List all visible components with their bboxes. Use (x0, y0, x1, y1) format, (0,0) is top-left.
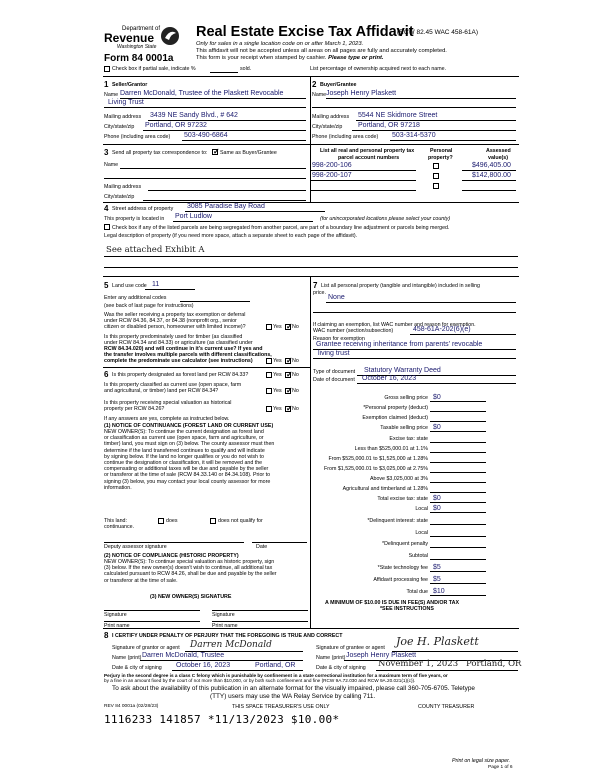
divider (103, 144, 519, 145)
timber-question: RCW 84.34.020) and will continue in it's current use? If yes and (104, 346, 263, 352)
underline (104, 256, 518, 257)
if-any-note: If any answers are yes, complete as instructed below. (104, 416, 230, 422)
deputy-signature-field[interactable] (104, 542, 244, 543)
parcel-value[interactable]: $496,405.00 (472, 162, 511, 169)
tax-row-field[interactable] (430, 524, 486, 525)
tax-row-field[interactable] (430, 421, 486, 422)
forest-yes-checkbox[interactable] (266, 372, 272, 378)
yes-label: Yes (273, 372, 282, 378)
notice1-line: by signing below. If the land no longer qualifies or you do not wish to (104, 453, 264, 460)
tax-row-label: Excise tax: state (389, 436, 428, 442)
form-number: Form 84 0001a (104, 53, 174, 64)
located-in[interactable]: Port Ludlow (175, 213, 212, 220)
instruction-1: Only for sales in a single location code on or after March 1, 2023. (196, 41, 364, 47)
parcel-col2-line1: Personal (430, 148, 453, 154)
section4-number: 4 (104, 204, 109, 213)
notice1-line: continue the designation or classification, it will be removed and the (104, 460, 263, 466)
notice2-line: or transferor at the time of sale. (104, 577, 178, 584)
reason-label: Reason for exemption (313, 336, 365, 342)
underline (104, 178, 306, 179)
notice1-line: or classification as current use (open space, farm and agriculture, or (104, 435, 264, 442)
grantor-city[interactable]: Portland, OR (255, 662, 296, 669)
list-pct-label: List percentage of ownership acquired next to each name. (310, 66, 447, 72)
timber-question: Is this property predominately used for timber (as classified (104, 334, 243, 340)
underline (140, 660, 303, 661)
divider (103, 628, 519, 629)
tax-row-label: Total excise tax: state (377, 496, 428, 502)
underline (182, 140, 306, 141)
print-name-label: Print name (212, 623, 238, 629)
grantee-city[interactable]: Portland, OR (466, 659, 522, 669)
sold-label: sold. (240, 66, 252, 72)
section2-title: Buyer/Grantee (320, 82, 357, 88)
underline (462, 180, 516, 181)
does-qualify-checkbox[interactable] (158, 518, 164, 524)
tax-row-label: Total due (406, 589, 428, 595)
notice1-line: or transferor at the time of sale (RCW 84.33.140 or 84.34.108). Prior to (104, 472, 271, 479)
unincorporated-note: (for unincorporated locations please select your county) (320, 216, 451, 222)
doc-date[interactable]: October 16, 2023 (362, 375, 417, 382)
s3-mailing-label: Mailing address (104, 184, 142, 190)
owner-signature-field[interactable] (212, 610, 308, 611)
divider (103, 367, 310, 368)
tax-row-field[interactable] (430, 442, 486, 443)
notice1-line: timber) land, you must sign on (3) below. The county assessor must then (104, 441, 275, 448)
continuance-label: continuance. (104, 524, 135, 530)
tax-row-field[interactable] (430, 452, 486, 453)
doc-date-label: Date of document (313, 377, 355, 383)
exemption-no-checkbox[interactable] (285, 324, 291, 330)
accessibility-note: To ask about the availability of this publication in an alternate format for the visually impaired, please call 360-705-6705. Teletype (112, 685, 475, 692)
tax-row-value[interactable]: $5 (433, 563, 441, 571)
parcel-value-empty[interactable] (462, 190, 516, 191)
wac-number[interactable]: 458-61A-202(6)(e) (413, 326, 471, 333)
deputy-date-field[interactable] (252, 542, 307, 543)
historic-yes-checkbox[interactable] (266, 406, 272, 412)
grantor-signature[interactable]: Darren McDonald (190, 640, 272, 650)
seller-name-line1[interactable]: Darren McDonald, Trustee of the Plaskett Revocable (120, 90, 284, 97)
parcel-account[interactable]: 998-200-107 (312, 172, 352, 179)
current-use-yes-checkbox[interactable] (266, 388, 272, 394)
notice1-line: NEW OWNER(S): To continue the current designation as forest land (104, 429, 264, 435)
tax-row-value[interactable]: $0 (433, 393, 441, 401)
doc-type[interactable]: Statutory Warranty Deed (364, 367, 441, 374)
print-name-label: Print name (104, 623, 130, 629)
parcel-account-empty[interactable] (310, 190, 416, 191)
tax-row-field[interactable] (430, 482, 486, 483)
deputy-label: Deputy assessor signature (104, 544, 167, 550)
underline (104, 107, 306, 108)
yes-label: Yes (273, 324, 282, 330)
see-instructions: *SEE INSTRUCTIONS (380, 606, 434, 612)
tax-row-value[interactable]: $0 (433, 423, 441, 431)
underline (143, 130, 306, 131)
parcel-value[interactable]: $142,800.00 (472, 172, 511, 179)
no-label: No (292, 324, 299, 330)
buyer-city-label: City/state/zip (312, 124, 343, 130)
tax-row-label: *Personal property (deduct) (363, 405, 428, 411)
current-use-question: and agricultural, or timber) land per RCW 84.34? (104, 388, 219, 394)
underline (376, 670, 518, 671)
street-address[interactable]: 3085 Paradise Bay Road (187, 203, 265, 210)
divider (103, 276, 519, 277)
grantee-name[interactable]: Joseph Henry Plaskett (346, 652, 417, 659)
buyer-phone[interactable]: 503-314-5370 (392, 132, 436, 139)
underline (356, 120, 516, 121)
notice2-line: (3) below. If the new owner(s) doesn't wish to continue, all additional tax (104, 565, 273, 572)
tax-row-label: Affidavit processing fee (373, 577, 428, 583)
s3-city-label: City/state/zip (104, 194, 135, 200)
does-not-qualify-checkbox[interactable] (210, 518, 216, 524)
grantee-signature[interactable]: Joe H. Plaskett (396, 635, 479, 648)
grantor-name[interactable]: Darren McDonald, Trustee (142, 652, 225, 659)
underline (326, 98, 516, 99)
partial-pct-field[interactable] (210, 72, 238, 73)
wac-label: WAC number (section/subsection) (313, 328, 394, 334)
section5-number: 5 (104, 281, 109, 290)
instruction-2: This affidavit will not be accepted unless all areas on all pages are fully and accurately completed. (196, 48, 447, 54)
street-label: Street address of property (112, 206, 174, 212)
personal-property-value[interactable]: None (328, 294, 345, 301)
doc-type-label: Type of document (313, 369, 356, 375)
yes-label: Yes (273, 358, 282, 364)
signature-label: Signature (104, 612, 127, 618)
parcel-col1-line1: List all real and personal property tax (320, 148, 415, 154)
parcel-col2-line2: property? (428, 155, 453, 161)
underline (310, 180, 416, 181)
land-use-label: Land use code (112, 283, 147, 289)
notice1-title: (1) NOTICE OF CONTINUANCE (FOREST LAND OR CURRENT USE) (104, 423, 274, 429)
new-owner-sig-title: (3) NEW OWNER(S) SIGNATURE (150, 594, 232, 600)
located-label: This property is located in (104, 216, 165, 222)
underline (352, 130, 516, 131)
underline (185, 211, 325, 212)
page-number: Page 1 of 6 (488, 765, 513, 770)
divider (103, 76, 519, 77)
underline (104, 267, 518, 268)
divider (103, 202, 519, 203)
certify-statement: I CERTIFY UNDER PENALTY OF PERJURY THAT THE FOREGOING IS TRUE AND CORRECT (112, 633, 343, 639)
section6-number: 6 (104, 370, 109, 379)
tax-row-label: Subtotal (408, 553, 428, 559)
parcel-col1-line2: parcel account numbers (338, 155, 400, 161)
seller-city-label: City/state/zip (104, 124, 135, 130)
tax-row-field[interactable] (430, 536, 486, 537)
legal-label: Legal description of property (if you need more space, attach a separate sheet to each page of the affidavit). (104, 233, 358, 239)
does-not-label: does not qualify for (218, 518, 263, 524)
county-treasurer-label: COUNTY TREASURER (418, 704, 475, 710)
buyer-city[interactable]: Portland, OR 97218 (358, 122, 420, 129)
historic-question: Is this property receiving special valuation as historical (104, 400, 232, 406)
form-title: Real Estate Excise Tax Affidavit (196, 24, 414, 40)
buyer-mailing[interactable]: 5544 NE Skidmore Street (358, 112, 438, 119)
timber-question: the transfer involves multiple parcels with different classifications, (104, 352, 272, 358)
revision-number: REV 84 0001a (02/28/23) (104, 704, 159, 709)
s3-mailing-field[interactable] (148, 190, 306, 191)
dept-line2: Revenue (104, 31, 155, 45)
grantee-date-label: Date & city of signing (316, 665, 366, 671)
buyer-phone-label: Phone (including area code) (312, 134, 379, 140)
personal-property-label: List all personal property (tangible and intangible) included in selling (321, 283, 481, 289)
partial-sale-checkbox[interactable] (104, 66, 110, 72)
underline (357, 383, 516, 384)
current-use-no-checkbox[interactable] (285, 388, 291, 394)
underline (312, 107, 516, 108)
no-label: No (292, 388, 299, 394)
tax-row-label: Above $3,025,000 at 3% (369, 476, 428, 482)
tax-row-field[interactable] (430, 559, 486, 560)
underline (462, 170, 516, 171)
tax-row-label: *Delinquent penalty (382, 541, 428, 547)
owner-print-field[interactable] (212, 621, 308, 622)
underline (326, 302, 516, 303)
underline (145, 289, 195, 290)
timber-yes-checkbox[interactable] (266, 358, 272, 364)
parcel-account[interactable]: 998-200-106 (312, 162, 352, 169)
forest-no-checkbox[interactable] (285, 372, 291, 378)
current-use-question: Is this property classified as current use (open space, farm (104, 382, 242, 388)
forest-question: Is this property designated as forest land per RCW 84.33? (112, 372, 249, 378)
personal-property-checkbox[interactable] (433, 163, 439, 169)
legal-size-note: Print on legal size paper. (452, 758, 511, 764)
form-rcw: (RCW 82.45 WAC 458-61A) (397, 29, 479, 36)
tax-row-value[interactable]: $0 (433, 504, 441, 512)
exemption-question: Was the seller receiving a property tax exemption or deferral (104, 312, 246, 318)
section1-number: 1 (104, 80, 109, 89)
grantee-name-label: Name (print) (316, 655, 346, 661)
land-use-code[interactable]: 11 (152, 281, 160, 288)
legal-description[interactable]: See attached Exhibit A (106, 245, 205, 255)
tax-row-label: *Delinquent interest: state (367, 518, 428, 524)
tax-row-value[interactable]: $0 (433, 494, 441, 502)
tax-row-label: Agricultural and timberland at 1.28% (342, 486, 428, 492)
boundary-checkbox[interactable] (104, 224, 110, 230)
underline (313, 312, 516, 313)
tax-row-label: From $525,000.01 to $1,525,000 at 1.28% (328, 456, 428, 462)
reason-line1[interactable]: Grantee receiving inheritance from parents' revocable (316, 341, 483, 348)
treasurer-stamp: 1116233 141857 *11/13/2023 $10.00* (104, 713, 340, 726)
timber-no-checkbox[interactable] (285, 358, 291, 364)
section1-title: Seller/Grantor (112, 82, 148, 88)
exemption-yes-checkbox[interactable] (266, 324, 272, 330)
notice1-line: information. (104, 484, 132, 491)
additional-codes-label: Enter any additional codes (104, 295, 167, 301)
underline (310, 170, 416, 171)
tax-row-value[interactable]: $10 (433, 587, 445, 595)
underline (390, 140, 516, 141)
section2-number: 2 (312, 80, 317, 89)
tax-row-field[interactable] (430, 462, 486, 463)
no-label: No (292, 358, 299, 364)
underline (120, 98, 306, 99)
notice1-line: compensating or additional taxes will be due and payable by the seller (104, 466, 269, 473)
tax-row-label: Local (415, 506, 428, 512)
seller-name-label: Name (104, 92, 119, 98)
timber-question: under RCW 84.34 and 84.33) or agriculture (as classified under (104, 340, 253, 346)
treasurer-space-label: THIS SPACE TREASURER'S USE ONLY (232, 704, 330, 710)
personal-property-label: price. (313, 290, 326, 296)
underline (313, 358, 516, 359)
notice2-line: NEW OWNER(S): To continue special valuation as historic property, sign (104, 559, 275, 565)
historic-question: property per RCW 84.26? (104, 406, 165, 412)
same-as-buyer-checkbox[interactable] (212, 149, 218, 155)
exemption-question: under RCW 84.36, 84.37, or 84.38 (nonprofit org., senior (104, 318, 237, 324)
tax-row-label: Less than $525,000.01 at 1.1% (354, 446, 428, 452)
notice1-line: determine if the land transferred continues to qualify and will indicate (104, 447, 265, 454)
notice1-line: signing (3) below, you may contact your local county assessor for more (104, 478, 271, 485)
tax-row-label: Local (415, 530, 428, 536)
does-label: does (166, 518, 178, 524)
buyer-name[interactable]: Joseph Henry Plaskett (326, 90, 397, 97)
underline (172, 670, 303, 671)
tax-row-field[interactable] (430, 547, 486, 548)
divider (310, 76, 311, 202)
seller-phone[interactable]: 503-490-6864 (184, 132, 228, 139)
historic-no-checkbox[interactable] (285, 406, 291, 412)
underline (173, 221, 313, 222)
grantor-date-label: Date & city of signing (112, 665, 162, 671)
notice2-line: calculated pursuant to RCW 84.26, shall be due and payable by the seller (104, 571, 277, 578)
seller-mailing-label: Mailing address (104, 114, 142, 120)
exemption-label: If claiming an exemption, list WAC number and reason for exemption. (313, 322, 476, 328)
this-land-label: This land: (104, 518, 127, 524)
partial-sale-label: Check box if partial sale, indicate % (112, 66, 196, 72)
tax-row-label: Taxable selling price (380, 425, 428, 431)
tax-row-label: *State technology fee (377, 565, 428, 571)
yes-label: Yes (273, 388, 282, 394)
parcel-col3-line1: Assessed (486, 148, 511, 154)
grantee-sig-label: Signature of grantee or agent (316, 645, 385, 651)
s3-name-field[interactable] (120, 168, 306, 169)
seller-city[interactable]: Portland, OR 97232 (145, 122, 207, 129)
section8-number: 8 (104, 631, 109, 640)
exemption-question: citizen or disabled person, homeowner with limited income)? (104, 324, 246, 330)
grantee-date[interactable]: November 1, 2023 (378, 659, 459, 669)
boundary-label: Check box if any of the listed parcels are being segregated from another parcel, are part of a boundary line adjustment or parcels being merged. (112, 225, 450, 231)
parcel-col3-line2: value(s) (488, 155, 509, 161)
perjury-notice: by a fine in an amount fixed by the court of not more than $10,000, or by both such confinement and fine (RCW 9A.72.030 and RCW 9A.20.021(1)(c)). (104, 678, 416, 683)
grantor-date[interactable]: October 16, 2023 (176, 662, 231, 669)
underline (410, 334, 516, 335)
dept-line3: Washington State (117, 44, 157, 50)
underline (148, 120, 306, 121)
minimum-note: A MINIMUM OF $10.00 IS DUE IN FEE(S) AND/OR TAX (325, 600, 460, 606)
tax-row-field[interactable] (430, 472, 486, 473)
accessibility-note: (TTY) users may use the WA Relay Service by calling 711. (210, 693, 376, 700)
owner-print-field[interactable] (104, 621, 200, 622)
s3-name-label: Name (104, 162, 119, 168)
no-label: No (292, 372, 299, 378)
section7-number: 7 (313, 281, 318, 290)
tax-row-label: Exemption claimed (deduct) (362, 415, 428, 421)
timber-question: complete the predominate use calculator (see instructions) (104, 358, 253, 364)
perjury-notice: Perjury in the second degree is a class C felony which is punishable by confinement in a state correctional institution for a maximum term of five years, or (104, 673, 448, 678)
tax-row-label: Gross selling price (384, 395, 428, 401)
additional-codes-field[interactable] (180, 301, 250, 302)
tax-row-field[interactable] (430, 492, 486, 493)
seller-phone-label: Phone (including area code) (104, 134, 171, 140)
dor-emblem-icon (158, 25, 182, 47)
tax-row-label: From $1,525,000.01 to $3,025,000 at 2.75% (324, 466, 428, 472)
notice2-title: (2) NOTICE OF COMPLIANCE (HISTORIC PROPERTY) (104, 553, 239, 559)
seller-mailing[interactable]: 3439 NE Sandy Blvd., # 642 (150, 112, 238, 119)
reason-line2[interactable]: living trust (318, 350, 350, 357)
buyer-mailing-label: Mailing address (312, 114, 350, 120)
instruction-3: This form is your receipt when stamped by cashier. Please type or print. (196, 55, 384, 61)
s3-city-field[interactable] (143, 200, 306, 201)
date-label: Date (256, 544, 268, 550)
no-label: No (292, 406, 299, 412)
dept-line1: Department of (122, 26, 161, 32)
signature-label: Signature (212, 612, 235, 618)
divider (310, 276, 311, 628)
owner-signature-field[interactable] (104, 610, 200, 611)
see-back-note: (see back of last page for instructions) (104, 303, 194, 309)
section3-label: Send all property tax correspondence to: (112, 150, 208, 156)
section3-number: 3 (104, 148, 109, 157)
yes-label: Yes (273, 406, 282, 412)
seller-name-line2[interactable]: Living Trust (108, 99, 144, 106)
tax-row-field[interactable] (430, 411, 486, 412)
personal-property-checkbox[interactable] (433, 183, 439, 189)
grantor-name-label: Name (print) (112, 655, 142, 661)
personal-property-checkbox[interactable] (433, 173, 439, 179)
tax-row-value[interactable]: $5 (433, 575, 441, 583)
buyer-name-label: Name (312, 92, 327, 98)
same-as-buyer-label: Same as Buyer/Grantee (220, 150, 277, 156)
grantor-sig-label: Signature of grantor or agent (112, 645, 180, 651)
